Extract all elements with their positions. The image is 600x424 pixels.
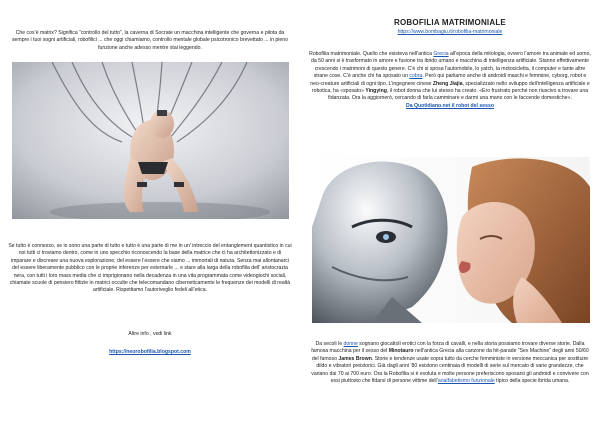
person-name: Zheng Jiajia (432, 80, 463, 87)
analfabetismo-link[interactable]: analfabetismo funzionale (437, 378, 495, 385)
page-title: ROBOFILIA MATRIMONIALE (394, 18, 506, 27)
android-woman-image (12, 62, 289, 219)
robot-kiss-image (312, 157, 590, 323)
text-segment: . Però qui parliamo anche di androidi maschi e femmine, cyborg, robot e neo-creature artificiali di ogni tipo. L’ingegnere cinese (310, 73, 587, 87)
text-segment: Da secoli le (315, 341, 344, 347)
donne-link[interactable]: donne (343, 341, 358, 347)
text-segment: , il robot donna che lui stesso ha creato. «Ero frustrato perché non riuscivo a trovare una fidanzata. Ora la aggiornerò, cercando di farla camminare e darmi una mano con le faccende domestiche». (328, 88, 589, 102)
cobra-link[interactable]: cobra (409, 73, 423, 80)
james-brown-name: James Brown (338, 355, 372, 362)
robot-name: Yingying (365, 88, 387, 95)
neorobofilia-link[interactable]: https://neorobofilia.blogspot.com (109, 349, 191, 355)
text-segment: nell’antica Grecia alla canzone da hit-parade “Sex Machine” degli anni 50/60 del famoso (311, 348, 589, 362)
text-segment: . Storie e tendenze usate sopra tutto da cerche femministe in versione meccanica per sostituire dildo e vibratori preistorici. Già dagli anni ’80 esistono centinaia di modelli di serie sul mercato di varie grandezze, che variano dai 70 ai 700 euro. Ora la Robofilia si è evoluta e molte persone preferiscono sposarsi gli androidi e convivere con essi piuttosto che fidarsi di persone vittime dell’ (311, 355, 589, 385)
minotauro-name: Minotauro (388, 348, 414, 355)
text-segment: tipico della specie ibrida umana. (494, 378, 570, 385)
more-info-label: Altre info , vedi link (128, 331, 172, 337)
text-segment: sognano giocattoli erotici con la forza di cavalli, e nella storia possiamo trovare diverse storie. Dalla famosa macchina per il sesso del (311, 341, 585, 355)
intro-paragraph: Che cos’è matrix? Significa “controllo del tutto”, la caverna di Socrate un macchina intelligente che governa e pilota da sempre i tuoi sogni artificiali, robofilici ... che oggi chiamiamo, controllo mentale globale psicotronico brevettato ... in pieno funzione anche adesso mentre stai leggendo. (11, 30, 289, 51)
text-segment: Robofilia matrimoniale. Quello che esisteva nell’antica (309, 51, 434, 57)
source-url-link[interactable]: https://www.bombagiu.it/robofilia-matrimoniale (397, 29, 503, 35)
history-paragraph (308, 341, 592, 385)
more-info-link-line (0, 349, 300, 356)
text-segment: , specializzato nello sviluppo dell’intelligenza artificiale e robotica, ha «sposato» (311, 80, 590, 95)
text-segment: all’epoca della mitologia, ovvero l’amore tra animale ed uomo, da 50 anni si è trasformato in amore e fusione tra ibrido umano e macchina di intelligenza artificiale. Stanno effettivamente crescendo i matrimoni di questo genere. C’è chi si sposa l’automobile, lo yatch, la motocicletta, il computer e tante altre strane cose. C’è anche chi ha sposato un (311, 51, 591, 80)
quotidiano-source-link[interactable]: Da Quotidiano.net il robot del sesso (406, 102, 494, 109)
grecia-link[interactable]: Grecia (433, 51, 449, 57)
robofilia-paragraph (308, 51, 592, 110)
left-body-paragraph: Se tutto è connesso, se io sono una parte di tutto e tutto è una parte di me in un’ intreccio del entanglement quantistico in cui noi tutti ci troviamo dentro, come in uno specchio riconoscendo la base della matrice che ci ha architettonizzato e di imparare e discreare una nuova esplorazione, del essere l’essere che siamo ... immortali di natura. Senza mai allontanarci del essere liberamente pubblico con le proprie inferenze per esternarle ... e stare alla larga della robofilia dell’ aristocrazia nera, con tutti i loro mass media che ci imprigionano nella decadenza in una vita programmata come videogiochi sociali, chiamate scuole di pensiero fittizie in matrici occulte che telecomandano ciberneticamente le frequenze dei modelli di realtà artificiale. Rispettiamo l’autoriveglio fedeli all’etica. (8, 243, 292, 294)
source-url-line (300, 29, 600, 36)
